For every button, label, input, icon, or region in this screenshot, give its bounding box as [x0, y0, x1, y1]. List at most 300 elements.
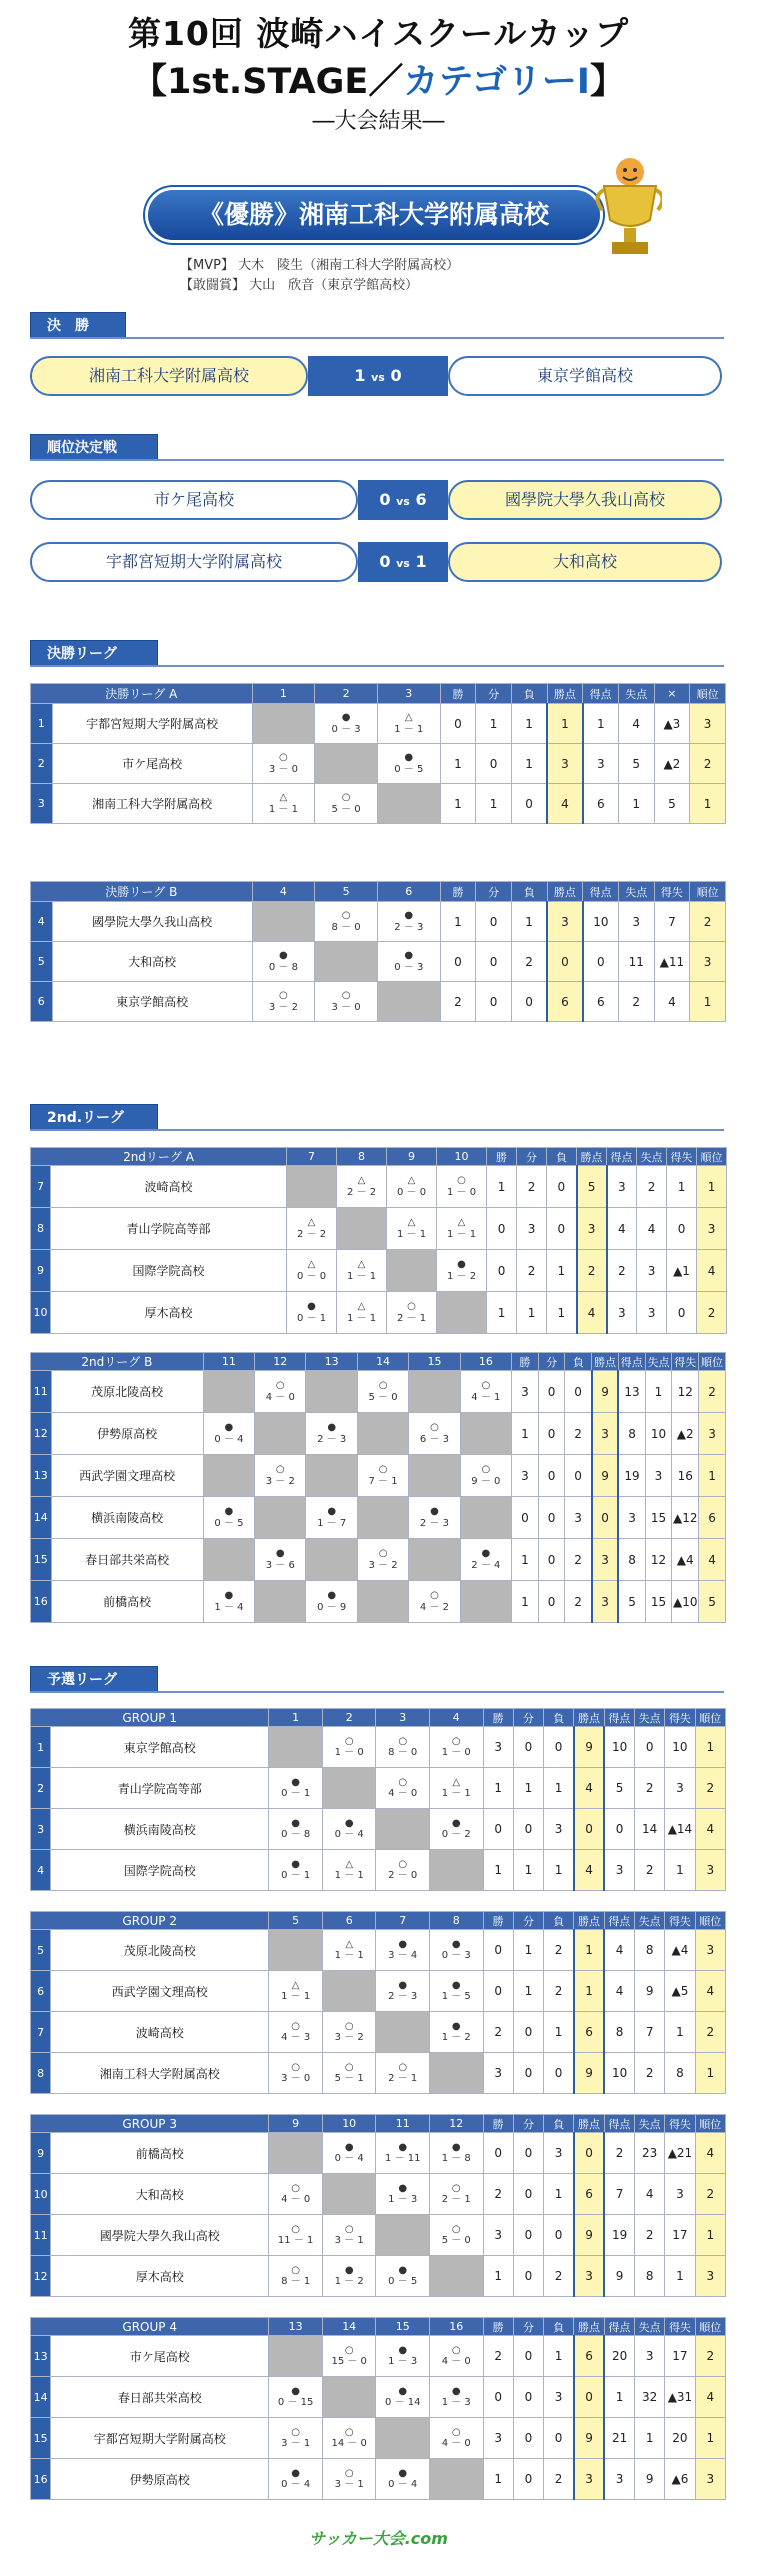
team-name: 春日部共栄高校	[51, 2377, 269, 2418]
match-result: ○ 1 － 0	[437, 1166, 487, 1208]
match-result: ● 1 － 2	[437, 1250, 487, 1292]
stat-win: 3	[512, 1455, 539, 1497]
stat-rank: 1	[690, 784, 726, 824]
table-row	[31, 1166, 727, 1208]
score-away: 1	[415, 552, 427, 571]
stat-points: 3	[574, 2256, 604, 2297]
page-subtitle	[0, 54, 757, 104]
stat-win: 1	[487, 1166, 517, 1208]
stat-rank: 4	[695, 2377, 725, 2418]
team-name: 宇都宮短期大学附属高校	[51, 2418, 269, 2459]
stat-goals-against: 2	[637, 1166, 667, 1208]
row-number: 4	[31, 902, 53, 942]
column-team-number: 16	[460, 1353, 511, 1371]
column-team-number: 13	[269, 2318, 323, 2336]
team-name: 大和高校	[52, 942, 252, 982]
team-name: 宇都宮短期大学附属高校	[52, 704, 252, 744]
table-row	[31, 942, 726, 982]
stat-goals-for: 8	[618, 1539, 645, 1581]
group-title: 2ndリーグ B	[31, 1353, 204, 1371]
stat-goals-against: 15	[645, 1497, 672, 1539]
stat-rank: 2	[690, 744, 726, 784]
header-points: 勝点	[547, 684, 583, 704]
site-logo: サッカー大会.com	[309, 2529, 448, 2548]
stat-goal-diff: ▲1	[667, 1250, 697, 1292]
match-result: ○ 8 － 1	[269, 2256, 323, 2297]
team-name: 青山学院高等部	[51, 1208, 287, 1250]
stat-goals-against: 4	[618, 704, 654, 744]
header-loss: 負	[547, 1148, 577, 1166]
stat-goals-for: 19	[604, 2215, 634, 2256]
stat-goals-for: 8	[604, 2012, 634, 2053]
stat-goal-diff: ▲10	[672, 1581, 699, 1623]
match-result: △ 1 － 1	[429, 1768, 483, 1809]
match-result: △ 1 － 1	[322, 1850, 376, 1891]
match-result: ○ 5 － 0	[429, 2215, 483, 2256]
header-goals-for: 得点	[604, 1709, 634, 1727]
stat-goals-for: 10	[583, 902, 619, 942]
stat-rank: 4	[695, 2133, 725, 2174]
stat-goals-against: 32	[635, 2377, 665, 2418]
table-row	[31, 1250, 727, 1292]
final-league-a-table	[30, 683, 726, 824]
table-row	[31, 1809, 726, 1850]
header-rank: 順位	[695, 1912, 725, 1930]
row-number: 14	[31, 2377, 51, 2418]
row-number: 10	[31, 2174, 51, 2215]
stat-loss: 0	[565, 1455, 592, 1497]
stat-goals-against: 3	[635, 2336, 665, 2377]
stat-draw: 0	[476, 744, 512, 784]
empty-cell	[306, 1539, 357, 1581]
stat-loss: 1	[511, 704, 547, 744]
stat-goals-for: 7	[604, 2174, 634, 2215]
stat-goals-against: 15	[645, 1581, 672, 1623]
match-result: ● 1 － 5	[429, 1971, 483, 2012]
match-result: ○ 3 － 2	[252, 982, 315, 1022]
stat-win: 0	[440, 704, 476, 744]
stat-goals-for: 3	[607, 1292, 637, 1334]
match-result: ○ 3 － 0	[315, 982, 378, 1022]
header-goals-for: 得点	[618, 1353, 645, 1371]
stat-points: 3	[592, 1539, 619, 1581]
stat-goal-diff: 1	[665, 2012, 695, 2053]
header-goals-against: 失点	[637, 1148, 667, 1166]
match-result: ○ 9 － 0	[460, 1455, 511, 1497]
header-draw: 分	[476, 684, 512, 704]
column-team-number: 8	[337, 1148, 387, 1166]
stat-points: 6	[574, 2012, 604, 2053]
header-goals-for: 得点	[604, 2115, 634, 2133]
header-goals-against: 失点	[618, 684, 654, 704]
stat-draw: 1	[513, 1768, 543, 1809]
team-name: 東京学館高校	[51, 1727, 269, 1768]
match-result: ○ 7 － 1	[357, 1455, 408, 1497]
stat-goal-diff: ▲21	[665, 2133, 695, 2174]
stat-goals-for: 0	[583, 942, 619, 982]
match-result: ● 0 － 4	[376, 2459, 430, 2500]
match-result: ● 0 － 8	[269, 1809, 323, 1850]
column-team-number: 6	[377, 882, 440, 902]
stat-goals-for: 4	[604, 1930, 634, 1971]
row-number: 1	[31, 704, 53, 744]
column-team-number: 12	[255, 1353, 306, 1371]
stat-points: 1	[574, 1971, 604, 2012]
match-result: ○ 11 － 1	[269, 2215, 323, 2256]
empty-cell	[429, 2459, 483, 2500]
stat-draw: 0	[513, 1809, 543, 1850]
header-draw: 分	[538, 1353, 565, 1371]
stat-draw: 0	[538, 1497, 565, 1539]
column-team-number: 10	[322, 2115, 376, 2133]
column-team-number: 3	[376, 1709, 430, 1727]
stat-draw: 2	[517, 1250, 547, 1292]
team-name: 東京学館高校	[52, 982, 252, 1022]
row-number: 6	[31, 982, 53, 1022]
match-result: △ 2 － 2	[337, 1166, 387, 1208]
stat-goals-against: 1	[645, 1371, 672, 1413]
stat-points: 4	[574, 1768, 604, 1809]
stat-loss: 0	[544, 1727, 574, 1768]
team-name: 国際学院高校	[51, 1850, 269, 1891]
match-result: ● 0 － 1	[269, 1850, 323, 1891]
ranking2-score	[358, 542, 448, 582]
stat-rank: 2	[690, 902, 726, 942]
stat-points: 9	[574, 1727, 604, 1768]
header-win: 勝	[483, 2115, 513, 2133]
match-result: ● 2 － 3	[306, 1413, 357, 1455]
row-number: 7	[31, 2012, 51, 2053]
empty-cell	[269, 1930, 323, 1971]
column-team-number: 6	[322, 1912, 376, 1930]
stat-win: 3	[483, 2215, 513, 2256]
match-result: ● 0 － 15	[269, 2377, 323, 2418]
stat-draw: 0	[538, 1413, 565, 1455]
stat-goals-against: 2	[635, 2215, 665, 2256]
match-result: ● 0 － 3	[377, 942, 440, 982]
team-name: 市ケ尾高校	[52, 744, 252, 784]
stat-loss: 0	[547, 1166, 577, 1208]
column-team-number: 7	[376, 1912, 430, 1930]
stat-goals-for: 5	[618, 1581, 645, 1623]
stat-win: 0	[512, 1497, 539, 1539]
ranking2-home-team: 宇都宮短期大学附属高校	[30, 542, 358, 582]
stat-goal-diff: ▲14	[665, 1809, 695, 1850]
stat-goal-diff: 4	[654, 982, 690, 1022]
stat-goal-diff: 1	[665, 2256, 695, 2297]
stat-win: 0	[483, 1930, 513, 1971]
prelim-group-2-table	[30, 1911, 726, 2094]
final-score	[308, 356, 448, 396]
stat-points: 3	[592, 1413, 619, 1455]
team-name: 大和高校	[51, 2174, 269, 2215]
column-team-number: 9	[269, 2115, 323, 2133]
team-name: 春日部共栄高校	[51, 1539, 203, 1581]
stat-draw: 0	[538, 1455, 565, 1497]
stat-goals-against: 0	[635, 1727, 665, 1768]
prelim-group-1-table	[30, 1708, 726, 1891]
score-home: 1	[354, 366, 366, 385]
match-result: ● 1 － 2	[429, 2012, 483, 2053]
empty-cell	[315, 942, 378, 982]
column-team-number: 4	[429, 1709, 483, 1727]
match-result: ○ 4 － 1	[460, 1371, 511, 1413]
stat-goals-against: 9	[635, 1971, 665, 2012]
group-title: GROUP 4	[31, 2318, 269, 2336]
header-points: 勝点	[574, 1912, 604, 1930]
stat-win: 0	[483, 2133, 513, 2174]
stat-goals-for: 4	[604, 1971, 634, 2012]
match-result: ● 0 － 9	[306, 1581, 357, 1623]
table-row	[31, 1768, 726, 1809]
subtitle-category: カテゴリーⅠ	[403, 62, 590, 102]
stat-win: 1	[512, 1413, 539, 1455]
team-name: 厚木高校	[51, 2256, 269, 2297]
stat-draw: 0	[513, 2174, 543, 2215]
stat-draw: 0	[513, 2336, 543, 2377]
stat-win: 1	[483, 1768, 513, 1809]
group-title: GROUP 3	[31, 2115, 269, 2133]
table-row	[31, 1292, 727, 1334]
header-points: 勝点	[574, 2115, 604, 2133]
stat-goals-for: 3	[618, 1497, 645, 1539]
table-row	[31, 1850, 726, 1891]
match-result: ○ 3 － 0	[252, 744, 315, 784]
section-ranking: 順位決定戦	[30, 434, 158, 460]
table-row	[31, 744, 726, 784]
table-row	[31, 1497, 726, 1539]
empty-cell	[460, 1497, 511, 1539]
stat-goals-for: 4	[607, 1208, 637, 1250]
match-result: ● 0 － 1	[287, 1292, 337, 1334]
stat-win: 1	[512, 1539, 539, 1581]
column-team-number: 10	[437, 1148, 487, 1166]
match-result: ● 1 － 2	[322, 2256, 376, 2297]
stat-rank: 2	[695, 2012, 725, 2053]
stat-goal-diff: 1	[667, 1166, 697, 1208]
row-number: 2	[31, 1768, 51, 1809]
column-team-number: 1	[252, 684, 315, 704]
match-result: ● 0 － 4	[322, 2133, 376, 2174]
stat-goal-diff: 10	[665, 1727, 695, 1768]
header-goals-against: 失点	[635, 2115, 665, 2133]
header-win: 勝	[440, 684, 476, 704]
score-away: 0	[390, 366, 402, 385]
stat-loss: 1	[544, 2174, 574, 2215]
stat-loss: 3	[565, 1497, 592, 1539]
stat-goals-for: 5	[604, 1768, 634, 1809]
stat-goal-diff: ▲3	[654, 704, 690, 744]
stat-goals-against: 4	[635, 2174, 665, 2215]
stat-goals-against: 1	[618, 784, 654, 824]
stat-draw: 0	[513, 2215, 543, 2256]
stat-loss: 2	[565, 1539, 592, 1581]
header-rank: 順位	[699, 1353, 726, 1371]
table-row	[31, 1455, 726, 1497]
header-draw: 分	[513, 1709, 543, 1727]
score-home: 0	[379, 490, 391, 509]
fighting-award: 【敢闘賞】 大山 欣音（東京学館高校）	[180, 278, 419, 293]
table-row	[31, 982, 726, 1022]
column-team-number: 3	[377, 684, 440, 704]
stat-draw: 0	[513, 1727, 543, 1768]
team-name: 国際学院高校	[51, 1250, 287, 1292]
match-result: ○ 5 － 0	[315, 784, 378, 824]
prelim-group-4-table	[30, 2317, 726, 2500]
stat-win: 1	[512, 1581, 539, 1623]
match-result: ○ 4 － 0	[255, 1371, 306, 1413]
header-goals-against: 失点	[635, 2318, 665, 2336]
row-number: 4	[31, 1850, 51, 1891]
match-result: ● 0 － 1	[269, 1768, 323, 1809]
column-team-number: 11	[376, 2115, 430, 2133]
match-result: ○ 4 － 0	[376, 1768, 430, 1809]
column-team-number: 14	[357, 1353, 408, 1371]
ranking1-home-team: 市ケ尾高校	[30, 480, 358, 520]
section-divider	[30, 1691, 724, 1693]
header-goals-for: 得点	[604, 2318, 634, 2336]
empty-cell	[376, 2012, 430, 2053]
empty-cell	[306, 1371, 357, 1413]
column-team-number: 1	[269, 1709, 323, 1727]
empty-cell	[203, 1455, 254, 1497]
stat-goals-against: 2	[635, 1768, 665, 1809]
stat-win: 2	[483, 2174, 513, 2215]
stat-goals-for: 3	[607, 1166, 637, 1208]
team-name: 波崎高校	[51, 2012, 269, 2053]
column-team-number: 2	[315, 684, 378, 704]
stat-loss: 1	[547, 1250, 577, 1292]
column-team-number: 2	[322, 1709, 376, 1727]
stat-loss: 1	[544, 1850, 574, 1891]
stat-draw: 1	[476, 704, 512, 744]
table-row	[31, 2459, 726, 2500]
empty-cell	[377, 982, 440, 1022]
stat-rank: 3	[690, 704, 726, 744]
stat-points: 0	[574, 2133, 604, 2174]
stat-rank: 1	[695, 2418, 725, 2459]
table-row	[31, 2418, 726, 2459]
stat-draw: 0	[513, 2377, 543, 2418]
stat-draw: 3	[517, 1208, 547, 1250]
header-loss: 負	[544, 1709, 574, 1727]
team-name: 伊勢原高校	[51, 2459, 269, 2500]
team-name: 茂原北陵高校	[51, 1930, 269, 1971]
ranking1-score	[358, 480, 448, 520]
match-result: ○ 8 － 0	[376, 1727, 430, 1768]
row-number: 14	[31, 1497, 52, 1539]
row-number: 16	[31, 1581, 52, 1623]
match-result: ● 0 － 5	[203, 1497, 254, 1539]
header-goal-diff: 得失	[654, 882, 690, 902]
stat-rank: 3	[697, 1208, 727, 1250]
stat-win: 3	[483, 2418, 513, 2459]
header-draw: 分	[513, 2318, 543, 2336]
match-result: ● 2 － 3	[376, 1971, 430, 2012]
stat-rank: 3	[699, 1413, 726, 1455]
stat-goal-diff: 3	[665, 1768, 695, 1809]
team-name: 市ケ尾高校	[51, 2336, 269, 2377]
stat-rank: 3	[695, 2459, 725, 2500]
stat-loss: 3	[544, 2377, 574, 2418]
results-heading: ―大会結果―	[312, 109, 445, 134]
match-result: ● 0 － 5	[376, 2256, 430, 2297]
stat-goals-against: 3	[618, 902, 654, 942]
stat-points: 6	[574, 2336, 604, 2377]
stat-goals-against: 8	[635, 1930, 665, 1971]
empty-cell	[376, 2215, 430, 2256]
header-win: 勝	[440, 882, 476, 902]
column-team-number: 8	[429, 1912, 483, 1930]
stat-rank: 1	[695, 2215, 725, 2256]
stat-win: 1	[440, 902, 476, 942]
stat-points: 3	[592, 1581, 619, 1623]
header-goal-diff: 得失	[667, 1148, 697, 1166]
stat-goals-against: 2	[618, 982, 654, 1022]
match-result: △ 1 － 1	[269, 1971, 323, 2012]
empty-cell	[255, 1413, 306, 1455]
stat-points: 6	[547, 982, 583, 1022]
header-goal-diff: 得失	[672, 1353, 699, 1371]
stat-loss: 3	[544, 2133, 574, 2174]
row-number: 15	[31, 1539, 52, 1581]
champion-banner: 《優勝》湘南工科大学附属高校	[148, 190, 600, 240]
stat-loss: 1	[544, 2336, 574, 2377]
stat-goal-diff: 17	[665, 2336, 695, 2377]
stat-rank: 4	[697, 1250, 727, 1292]
match-result: ● 0 － 8	[252, 942, 315, 982]
stat-goal-diff: 3	[665, 2174, 695, 2215]
match-result: ● 1 － 11	[376, 2133, 430, 2174]
header-draw: 分	[513, 2115, 543, 2133]
stat-points: 5	[577, 1166, 607, 1208]
table-row	[31, 1539, 726, 1581]
stat-win: 3	[512, 1371, 539, 1413]
stat-goal-diff: 20	[665, 2418, 695, 2459]
stat-goals-against: 14	[635, 1809, 665, 1850]
stat-loss: 1	[544, 1768, 574, 1809]
empty-cell	[357, 1413, 408, 1455]
stat-win: 0	[483, 1971, 513, 2012]
stat-goals-for: 20	[604, 2336, 634, 2377]
row-number: 12	[31, 2256, 51, 2297]
final-league-b-table	[30, 881, 726, 1022]
stat-goal-diff: ▲2	[672, 1413, 699, 1455]
match-result: △ 0 － 0	[387, 1166, 437, 1208]
header-goals-against: 失点	[635, 1912, 665, 1930]
prelim-group-3-table	[30, 2114, 726, 2297]
stat-rank: 4	[695, 1809, 725, 1850]
match-result: ● 0 － 3	[315, 704, 378, 744]
match-result: ● 3 － 6	[255, 1539, 306, 1581]
stat-rank: 1	[695, 1727, 725, 1768]
stat-rank: 4	[695, 1971, 725, 2012]
second-league-b-table	[30, 1352, 726, 1623]
row-number: 9	[31, 2133, 51, 2174]
header-loss: 負	[565, 1353, 592, 1371]
row-number: 11	[31, 2215, 51, 2256]
stat-rank: 2	[695, 2336, 725, 2377]
column-team-number: 13	[306, 1353, 357, 1371]
header-rank: 順位	[690, 882, 726, 902]
stat-points: 9	[574, 2215, 604, 2256]
empty-cell	[387, 1250, 437, 1292]
stat-goals-against: 2	[635, 2053, 665, 2094]
stat-goals-for: 3	[604, 1850, 634, 1891]
empty-cell	[409, 1371, 460, 1413]
column-team-number: 9	[387, 1148, 437, 1166]
stat-win: 2	[440, 982, 476, 1022]
